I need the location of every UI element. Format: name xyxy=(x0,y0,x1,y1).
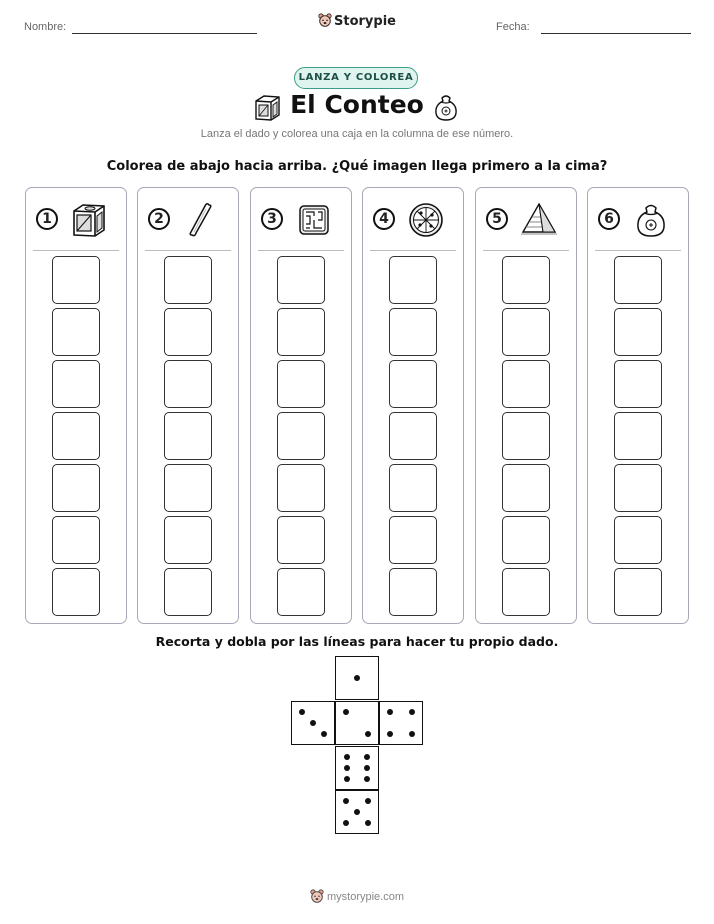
cube-icon xyxy=(69,200,109,240)
footer xyxy=(0,889,714,903)
column-number: 2 xyxy=(148,208,170,230)
pip xyxy=(344,754,350,760)
maze-tablet-icon xyxy=(294,200,334,240)
column-number: 1 xyxy=(36,208,58,230)
color-box[interactable] xyxy=(52,516,100,564)
sack-icon xyxy=(631,200,671,240)
color-box[interactable] xyxy=(502,464,550,512)
color-box[interactable] xyxy=(277,256,325,304)
name-label: Nombre: xyxy=(24,21,67,33)
brand-name: Storypie xyxy=(334,14,396,29)
pyramid-icon xyxy=(519,200,559,240)
pip xyxy=(344,765,350,771)
bear-logo-icon xyxy=(318,13,332,27)
column-number: 6 xyxy=(598,208,620,230)
column-number: 4 xyxy=(373,208,395,230)
column-number: 3 xyxy=(261,208,283,230)
color-box[interactable] xyxy=(52,360,100,408)
pip xyxy=(365,820,371,826)
dice-face-4 xyxy=(379,701,423,745)
column-4 xyxy=(362,187,464,624)
color-box[interactable] xyxy=(389,516,437,564)
footer-url: mystorypie.com xyxy=(326,891,405,903)
color-box[interactable] xyxy=(277,360,325,408)
color-box[interactable] xyxy=(164,516,212,564)
pip xyxy=(343,820,349,826)
color-box[interactable] xyxy=(502,256,550,304)
column-number: 5 xyxy=(486,208,508,230)
column-6 xyxy=(587,187,689,624)
date-label: Fecha: xyxy=(496,21,530,33)
color-box[interactable] xyxy=(277,308,325,356)
color-box[interactable] xyxy=(277,464,325,512)
color-box[interactable] xyxy=(277,568,325,616)
column-2 xyxy=(137,187,239,624)
color-box[interactable] xyxy=(277,516,325,564)
pip xyxy=(343,709,349,715)
color-box[interactable] xyxy=(164,464,212,512)
pip xyxy=(343,798,349,804)
color-box[interactable] xyxy=(164,412,212,460)
color-box[interactable] xyxy=(389,568,437,616)
page-subtitle: Lanza el dado y colorea una caja en la columna de ese número. xyxy=(200,128,514,140)
color-box[interactable] xyxy=(502,360,550,408)
color-box[interactable] xyxy=(52,256,100,304)
column-3 xyxy=(250,187,352,624)
dice-face-2 xyxy=(335,701,379,745)
pip xyxy=(354,809,360,815)
color-box[interactable] xyxy=(614,568,662,616)
pip xyxy=(321,731,327,737)
color-box[interactable] xyxy=(502,516,550,564)
cut-instruction: Recorta y dobla por las líneas para hacer tu propio dado. xyxy=(155,634,559,649)
sack-icon xyxy=(432,92,460,122)
pizza-icon xyxy=(406,200,446,240)
color-box[interactable] xyxy=(502,412,550,460)
pip xyxy=(387,731,393,737)
name-line[interactable] xyxy=(72,33,257,34)
color-box[interactable] xyxy=(52,308,100,356)
color-box[interactable] xyxy=(277,412,325,460)
color-box[interactable] xyxy=(164,568,212,616)
color-box[interactable] xyxy=(389,464,437,512)
pip xyxy=(409,709,415,715)
dice-face-3 xyxy=(291,701,335,745)
pip xyxy=(364,754,370,760)
column-1 xyxy=(25,187,127,624)
pip xyxy=(354,675,360,681)
color-box[interactable] xyxy=(164,308,212,356)
color-box[interactable] xyxy=(614,464,662,512)
pip xyxy=(344,776,350,782)
pip xyxy=(365,798,371,804)
color-box[interactable] xyxy=(614,412,662,460)
dice-face-6 xyxy=(335,746,379,790)
pip xyxy=(387,709,393,715)
color-box[interactable] xyxy=(164,256,212,304)
bone-icon xyxy=(181,200,221,240)
color-box[interactable] xyxy=(164,360,212,408)
date-line[interactable] xyxy=(541,33,691,34)
instruction-text: Colorea de abajo hacia arriba. ¿Qué imagen llega primero a la cima? xyxy=(106,159,608,174)
color-box[interactable] xyxy=(614,308,662,356)
dice-face-1 xyxy=(335,656,379,700)
pip xyxy=(365,731,371,737)
color-box[interactable] xyxy=(614,360,662,408)
pip xyxy=(299,709,305,715)
color-box[interactable] xyxy=(52,412,100,460)
brand-logo xyxy=(0,13,714,29)
page-title: El Conteo xyxy=(290,90,424,119)
pip xyxy=(364,776,370,782)
pip xyxy=(409,731,415,737)
dice-face-5 xyxy=(335,790,379,834)
pip xyxy=(364,765,370,771)
pip xyxy=(310,720,316,726)
color-box[interactable] xyxy=(52,568,100,616)
color-box[interactable] xyxy=(614,256,662,304)
color-box[interactable] xyxy=(502,568,550,616)
color-box[interactable] xyxy=(502,308,550,356)
bear-logo-icon xyxy=(310,889,324,903)
color-box[interactable] xyxy=(614,516,662,564)
column-5 xyxy=(475,187,577,624)
activity-badge: LANZA Y COLOREA xyxy=(294,67,418,89)
color-box[interactable] xyxy=(389,256,437,304)
color-box[interactable] xyxy=(52,464,100,512)
color-box[interactable] xyxy=(389,308,437,356)
color-box[interactable] xyxy=(389,360,437,408)
color-box[interactable] xyxy=(389,412,437,460)
